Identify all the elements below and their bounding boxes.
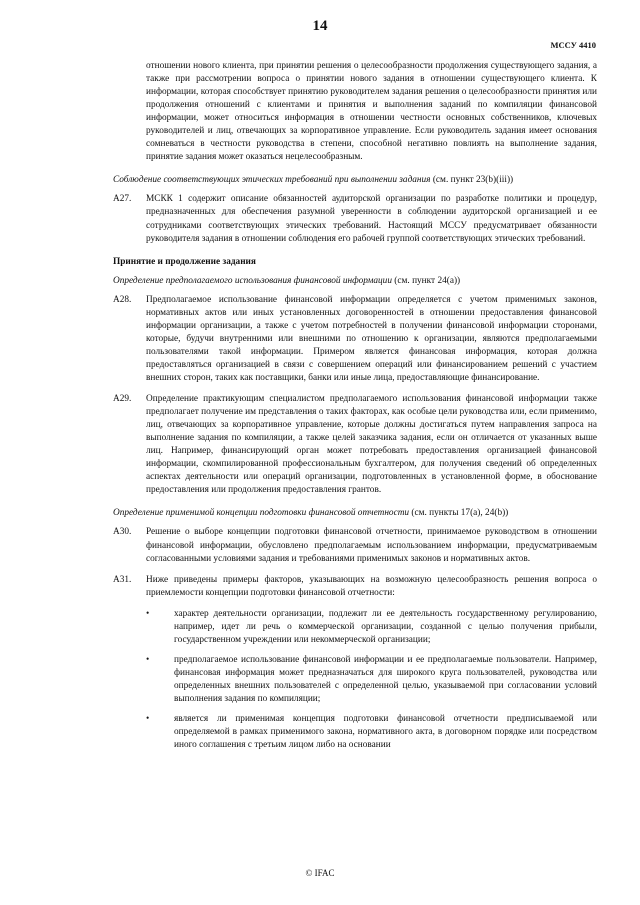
intro-continuation: отношении нового клиента, при принятии решения о целесообразности продолжения существующего задания, а также при рассмотрении вопроса о принятии нового задания в отношении существующего клиента. К информации, которая способствует принятию руководителем задания решения о целесообразности принятия или продолжения отношений с клиентами и принятия и выполнения заданий по компиляции финансовой информации, может относиться информация в отношении честности основных собственников, ключевых руководителей и лиц, отвечающих за корпоративное управление. Если руководитель задания имеет основания сомневаться в честности руководства в степени, способной негативно повлиять на выполнение задания, принятие задания может оказаться нецелесообразным. <box>146 61 597 163</box>
paragraph-text: Определение практикующим специалистом предполагаемого использования финансовой информации также предполагает получение им представления о таких факторах, как особые цели руководства или, если применимо, лиц, отвечающих за корпоративное управление, которые должны достигаться путем направления запроса на выполнение задания по компиляции, а также целей заказчика задания, если он отличается от указанных выше лиц. Например, финансирующий орган может потребовать предоставления организацией финансовой информации, скомпилированной профессиональным бухгалтером, для получения сведений об определенных аспектах деятельности или операций организации, подготовленных в установленной форме, в обоснование предоставления или продолжения предоставления грантов. <box>146 394 597 496</box>
paragraph-a28 <box>113 294 597 385</box>
bullet-text: является ли применимая концепция подготовки финансовой отчетности предписываемой или определяемой в рамках применимого закона, нормативного акта, в договорном порядке или посредством иного соглашения с третьим лицом либо на основании <box>174 714 597 751</box>
paragraph-text: Решение о выборе концепции подготовки финансовой отчетности, принимаемое руководством в отношении финансовой информации, обусловлено предполагаемым использованием информации, предусматриваемым согласованными условиями задания и требованиями применимых законов и нормативных актов. <box>146 527 597 564</box>
paragraph-a31 <box>113 574 597 600</box>
bullet-text: предполагаемое использование финансовой информации и ее предполагаемые пользователи. Например, финансовая информация может предназначаться для широкого круга пользователей, руководства или определенных внешних пользователей с определенной целью, указываемой при согласовании условий выполнения задания по компиляции; <box>174 654 597 704</box>
framework-subheading <box>113 507 597 520</box>
ethics-ref: (см. пункт 23(b)(iii)) <box>430 175 514 186</box>
acceptance-heading: Принятие и продолжение задания <box>113 256 256 267</box>
paragraph-text: Ниже приведены примеры факторов, указывающих на возможную целесообразность решения вопроса о приемлемости концепции подготовки финансовой отчетности: <box>146 574 597 598</box>
paragraph-text: Предполагаемое использование финансовой информации определяется с учетом применимых законов, нормативных актов или иных установленных договоренностей в отношении предоставления финансовой информации организации, а также с учетом потребностей в получении финансовой информации сторонами, которые, будучи внутренними или внешними по отношению к организации, являются предполагаемыми пользователями такой информации. Примером является финансовая информация, которая должна предоставляться организацией в связи с совершением операций или финансированием решений с участием внешних сторон, таких как поставщики, банки или иные лица, предоставляющие финансирование. <box>146 294 597 383</box>
paragraph-number: A29. <box>113 394 132 405</box>
framework-heading: Определение применимой концепции подготовки финансовой отчетности <box>113 508 410 519</box>
bullet-icon: • <box>146 654 150 665</box>
bullet-text: характер деятельности организации, подлежит ли ее деятельность государственному регулированию, например, идет ли речь о коммерческой организации, созданной с целью получения прибыли, государственном учреждении или некоммерческой организации; <box>174 608 597 645</box>
paragraph-a30 <box>113 526 597 565</box>
bullet-item <box>146 654 597 706</box>
paragraph-number: A28. <box>113 294 132 305</box>
page-number: 14 <box>312 18 328 34</box>
intended-use-subheading <box>113 275 597 288</box>
footer-copyright: © IFAC <box>305 868 335 878</box>
bullet-item <box>146 608 597 647</box>
paragraph-number: A27. <box>113 194 132 205</box>
ethics-heading: Соблюдение соответствующих этических требований при выполнении задания <box>113 175 431 186</box>
bullet-item <box>146 713 597 752</box>
paragraph-a27 <box>113 193 597 245</box>
intended-use-heading: Определение предполагаемого использования финансовой информации <box>113 275 392 286</box>
paragraph-number: A30. <box>113 527 132 538</box>
document-body <box>113 60 597 759</box>
bullet-icon: • <box>146 608 150 619</box>
intended-use-ref: (см. пункт 24(a)) <box>391 275 461 286</box>
framework-ref: (см. пункты 17(a), 24(b)) <box>409 508 509 519</box>
bullet-icon: • <box>146 714 150 725</box>
paragraph-text: МСКК 1 содержит описание обязанностей аудиторской организации по разработке политики и процедур, предназначенных для обеспечения разумной уверенности в соблюдении аудиторской организацией и ее сотрудниками соответствующих этических требований. Настоящий МССУ предусматривает обязанности руководителя задания в отношении соблюдения его рабочей группой соответствующих этических требований. <box>146 194 597 244</box>
paragraph-number: A31. <box>113 574 132 585</box>
ethics-subheading <box>113 174 597 187</box>
document-code: МССУ 4410 <box>550 40 596 50</box>
paragraph-a29 <box>113 393 597 497</box>
